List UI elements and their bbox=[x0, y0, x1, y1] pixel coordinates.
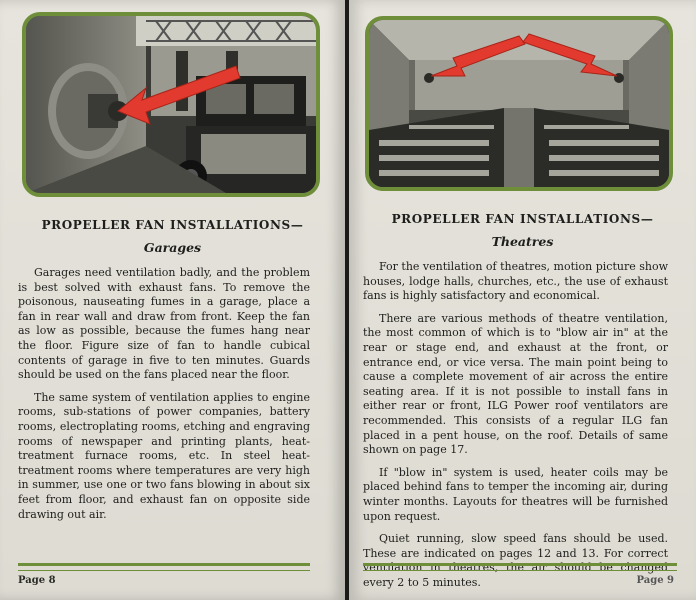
paragraph: The same system of ventilation applies to engine rooms, sub-stations of power companies, battery rooms, electroplating rooms, etching and engraving rooms of newspaper and printing plants, heat-treatment furnace rooms, etc. In steel heat-treatment rooms where temperatures are very high in summer, use one or two fans blowing in about six feet from floor, and exhaust fan on opposite side drawing out air. bbox=[18, 390, 310, 521]
garage-photo bbox=[22, 12, 320, 197]
paragraph: There are various methods of theatre ventilation, the most common of which is to "blow air in" at the rear or stage end, and exhaust at the front, or entrance end, or vice versa. The main point being to cause a complete movement of air across the entire seating area. If it is not possible to install fans in either rear or front, ILG Power roof ventilators are recommended. This consists of a regular ILG fan placed in a pent house, on the roof. Details of same shown on page 17. bbox=[363, 311, 668, 457]
paragraph: Garages need ventilation badly, and the problem is best solved with exhaust fans. To remove the poisonous, nauseating fumes in a garage, place a fan in rear wall and draw from front. Keep the fan as low as possible, because the fumes hang near the floor. Figure size of fan to handle cubical contents of garage in five to ten minutes. Guards should be used on the fans placed near the floor. bbox=[18, 266, 310, 382]
section-heading: PROPELLER FAN INSTALLATIONS— bbox=[391, 212, 654, 226]
section-subheading: Garages bbox=[143, 240, 202, 255]
section-subheading: Theatres bbox=[491, 234, 554, 249]
page-number: Page 8 bbox=[18, 575, 56, 586]
body-text bbox=[18, 266, 310, 530]
body-text bbox=[363, 260, 668, 598]
paragraph: Quiet running, slow speed fans should be used. These are indicated on pages 12 and 13. For correct ventilation in theatres, the air should be changed every 2 to 5 minutes. bbox=[363, 532, 668, 589]
garage-fan-illustration bbox=[26, 16, 316, 193]
paragraph: For the ventilation of theatres, motion picture show houses, lodge halls, churches, etc., the use of exhaust fans is highly satisfactory and economical. bbox=[363, 260, 668, 303]
theatre-fan-illustration bbox=[369, 20, 669, 187]
right-page bbox=[349, 0, 696, 600]
page-number: Page 9 bbox=[636, 575, 674, 586]
footer-rule bbox=[18, 563, 310, 571]
section-heading: PROPELLER FAN INSTALLATIONS— bbox=[41, 218, 304, 232]
footer-rule bbox=[363, 563, 677, 571]
theatre-photo bbox=[365, 16, 673, 191]
left-page bbox=[0, 0, 345, 600]
paragraph: If "blow in" system is used, heater coils may be placed behind fans to temper the incoming air, during winter months. Layouts for theatres will be furnished upon request. bbox=[363, 465, 668, 523]
